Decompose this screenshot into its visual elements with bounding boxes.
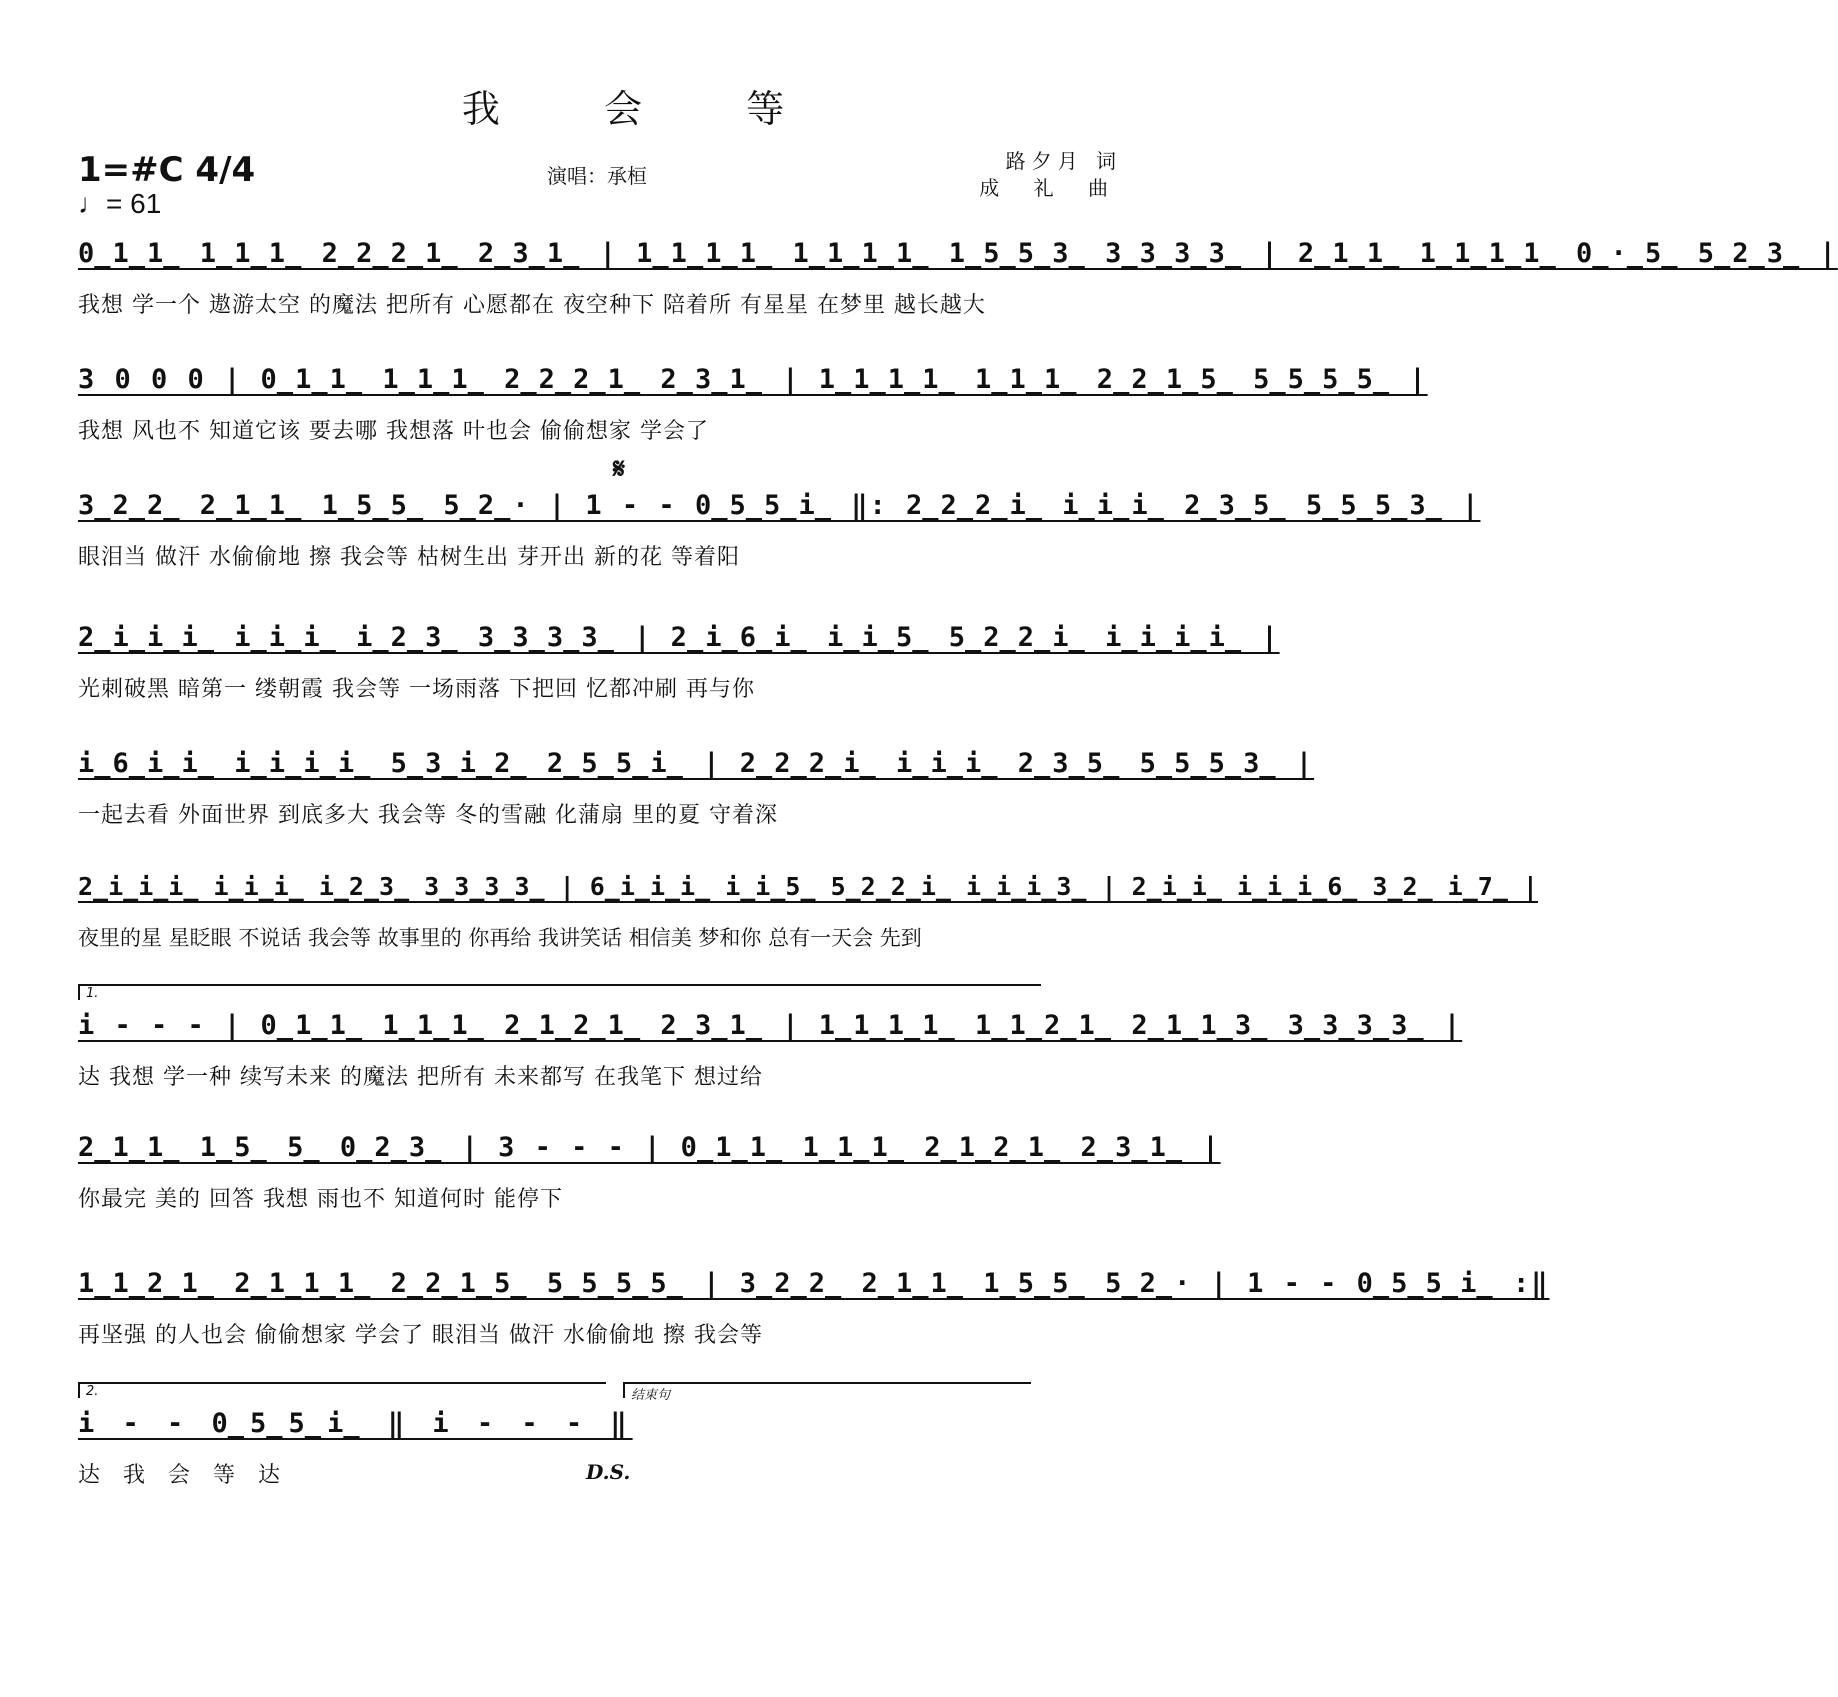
notation-line: 1̲1̲2̲1̲ 2̲1̲1̲1̲ 2̲2̲1̲5̲ 5̲5̲5̲5̲ | 3̲2̲2̲ 2̲1̲1̲ 1̲5̲5̲ 5̲2̲· | 1 - - 0̲5̲5̲i̲ :‖: [78, 1268, 1550, 1299]
lyrics-line: 我想 学一个 遨游太空 的魔法 把所有 心愿都在 夜空种下 陪着所 有星星 在梦里 越长越大: [78, 293, 986, 318]
tempo-marking: ♩= 61: [78, 188, 162, 219]
dal-segno-marking: D.S.: [586, 1460, 631, 1484]
lyrics-line: 达 我 会 等 达: [78, 1463, 288, 1488]
notation-line: i̲6̲i̲i̲ i̲i̲i̲i̲ 5̲3̲i̲2̲ 2̲5̲5̲i̲ | 2̲2̲2̲i̲ i̲i̲i̲ 2̲3̲5̲ 5̲5̲5̲3̲ |: [78, 748, 1315, 779]
notation-line: 3̲2̲2̲ 2̲1̲1̲ 1̲5̲5̲ 5̲2̲· | 1 - - 0̲5̲5̲i̲ ‖: 2̲2̲2̲i̲ i̲i̲i̲ 2̲3̲5̲ 5̲5̲5̲3̲ |: [78, 490, 1481, 521]
key-signature: 1=#C 4/4: [78, 150, 256, 190]
lyrics-line: 眼泪当 做汗 水偷偷地 擦 我会等 枯树生出 芽开出 新的花 等着阳: [78, 545, 740, 570]
second-ending-bracket: 2.: [78, 1382, 606, 1398]
notation-line: 2̲i̲i̲i̲ i̲i̲i̲ i̲2̲3̲ 3̲3̲3̲3̲ | 2̲i̲6̲i̲ i̲i̲5̲ 5̲2̲2̲i̲ i̲i̲i̲i̲ |: [78, 622, 1280, 653]
lyrics-line: 一起去看 外面世界 到底多大 我会等 冬的雪融 化蒲扇 里的夏 守着深: [78, 803, 778, 828]
lyrics-line: 夜里的星 星眨眼 不说话 我会等 故事里的 你再给 我讲笑话 相信美 梦和你 总有一天会 先到: [78, 926, 922, 950]
first-ending-bracket: 1.: [78, 984, 1041, 1000]
lyrics-line: 我想 风也不 知道它该 要去哪 我想落 叶也会 偷偷想家 学会了: [78, 419, 709, 444]
lyrics-line: 光刺破黑 暗第一 缕朝霞 我会等 一场雨落 下把回 忆都冲刷 再与你: [78, 677, 755, 702]
notation-line: 3 0 0 0 | 0̲1̲1̲ 1̲1̲1̲ 2̲2̲2̲1̲ 2̲3̲1̲ | 1̲1̲1̲1̲ 1̲1̲1̲ 2̲2̲1̲5̲ 5̲5̲5̲5̲ |: [78, 364, 1428, 395]
notation-line: 2̲1̲1̲ 1̲5̲ 5̲ 0̲2̲3̲ | 3 - - - | 0̲1̲1̲ 1̲1̲1̲ 2̲1̲2̲1̲ 2̲3̲1̲ |: [78, 1132, 1221, 1163]
page-title: 我 会 等: [461, 87, 831, 131]
notation-line: i - - 0̲5̲5̲i̲ ‖ i - - - ‖: [78, 1408, 633, 1439]
notation-line: i - - - | 0̲1̲1̲ 1̲1̲1̲ 2̲1̲2̲1̲ 2̲3̲1̲ | 1̲1̲1̲1̲ 1̲1̲2̲1̲ 2̲1̲1̲3̲ 3̲3̲3̲3̲ |: [78, 1010, 1463, 1041]
lyrics-line: 你最完 美的 回答 我想 雨也不 知道何时 能停下: [78, 1187, 563, 1212]
lyrics-line: 达 我想 学一种 续写未来 的魔法 把所有 未来都写 在我笔下 想过给: [78, 1065, 763, 1090]
notation-line: 2̲i̲i̲i̲ i̲i̲i̲ i̲2̲3̲ 3̲3̲3̲3̲ | 6̲i̲i̲i̲ i̲i̲5̲ 5̲2̲2̲i̲ i̲i̲i̲3̲ | 2̲i̲i̲ i̲i̲i̲6̲ 3̲2̲ i̲7̲ |: [78, 872, 1538, 901]
composer-credit: 成 礼 曲: [979, 176, 1122, 200]
lyricist-credit: 路夕月 词: [1005, 149, 1122, 173]
ending-phrase-bracket: 结束句: [623, 1382, 1031, 1398]
notation-line: 0̲1̲1̲ 1̲1̲1̲ 2̲2̲2̲1̲ 2̲3̲1̲ | 1̲1̲1̲1̲ 1̲1̲1̲1̲ 1̲5̲5̲3̲ 3̲3̲3̲3̲ | 2̲1̲1̲ 1̲1̲1̲1̲ 0̲·̲5̲ 5̲2̲3̲ |: [78, 238, 1838, 269]
segno-sign: 𝄋: [613, 452, 626, 485]
lyrics-line: 再坚强 的人也会 偷偷想家 学会了 眼泪当 做汗 水偷偷地 擦 我会等: [78, 1323, 763, 1348]
singer-credit: 演唱：承桓: [547, 164, 647, 188]
